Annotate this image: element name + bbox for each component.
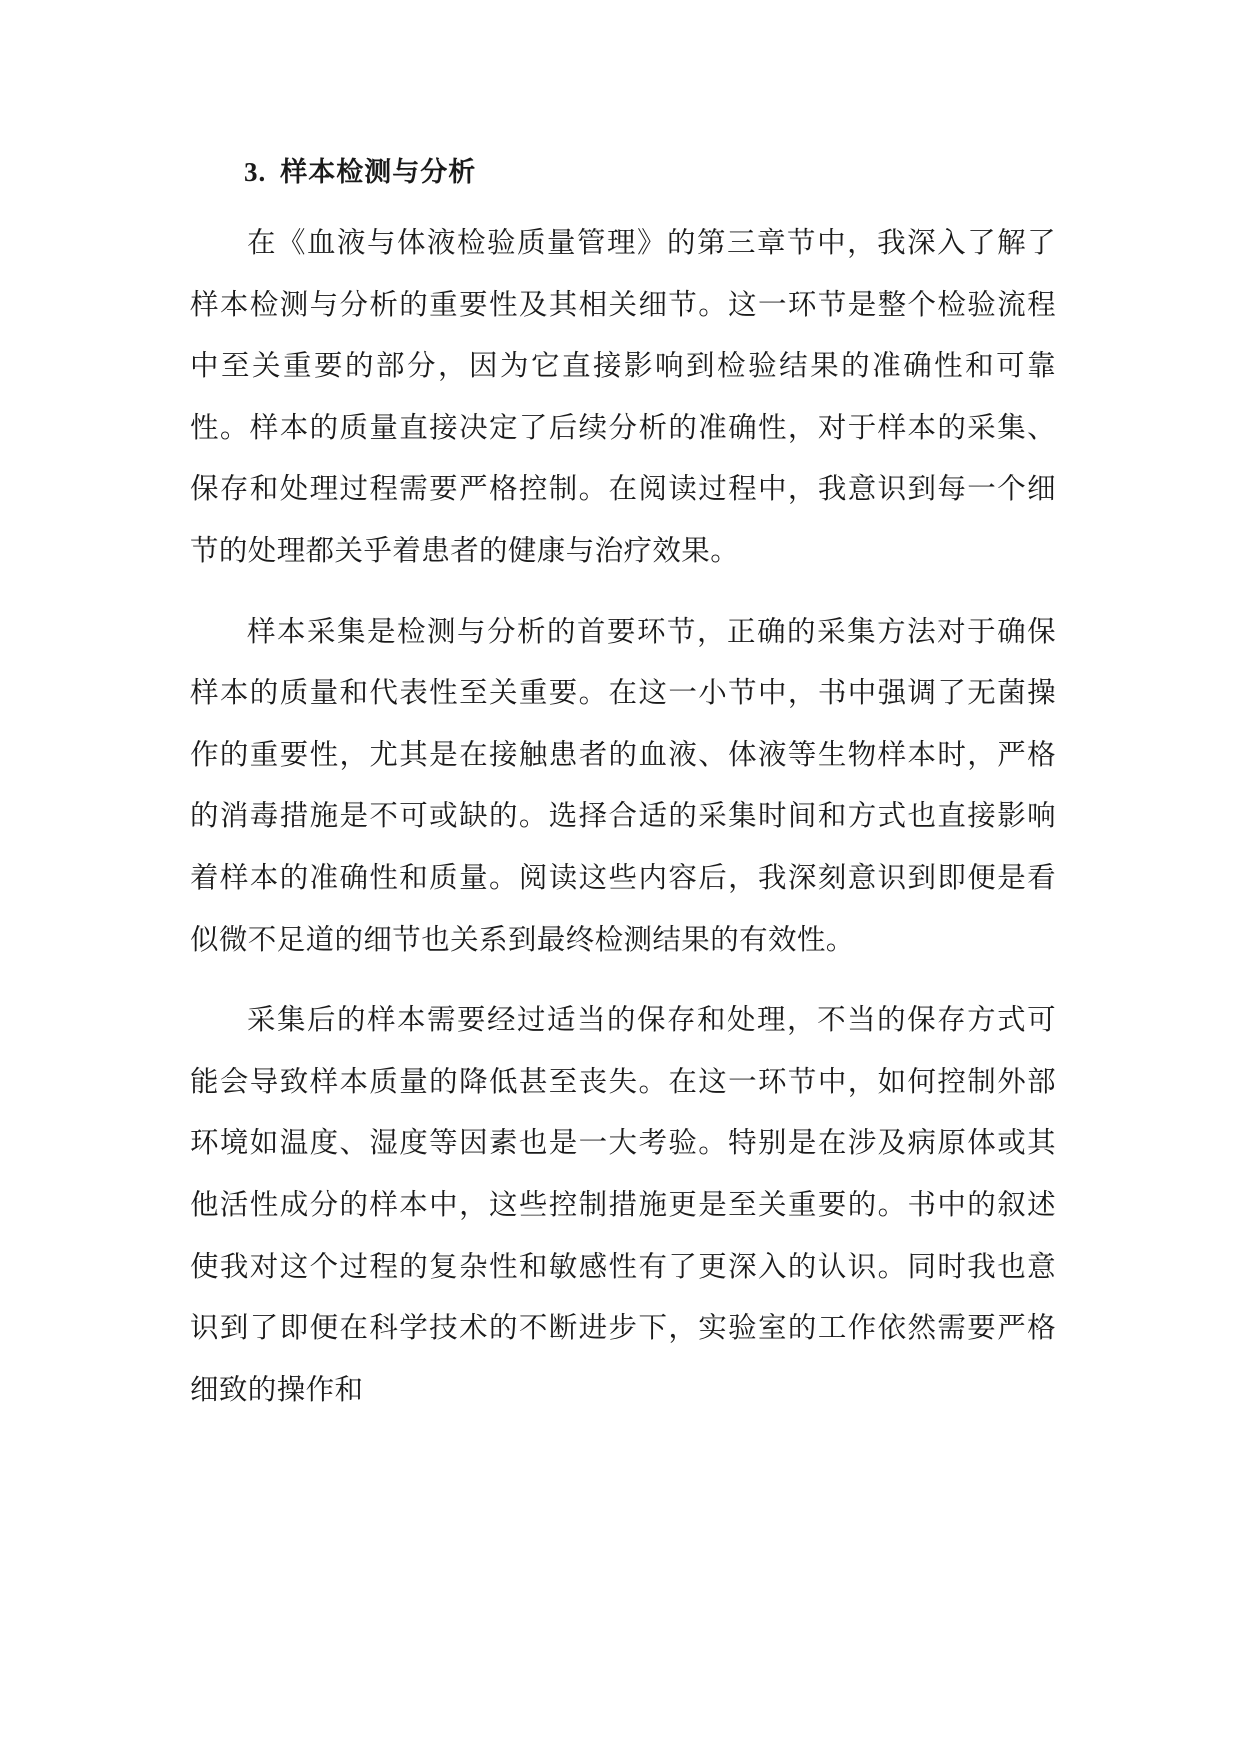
section-number: 3. <box>244 157 267 187</box>
paragraph: 样本采集是检测与分析的首要环节，正确的采集方法对于确保样本的质量和代表性至关重要。在这一小节中，书中强调了无菌操作的重要性，尤其是在接触患者的血液、体液等生物样本时，严格的消毒措施是不可或缺的。选择合适的采集时间和方式也直接影响着样本的准确性和质量。阅读这些内容后，我深刻意识到即便是看似微不足道的细节也关系到最终检测结果的有效性。 <box>190 614 1056 956</box>
paragraph: 在《血液与体液检验质量管理》的第三章节中，我深入了解了样本检测与分析的重要性及其相关细节。这一环节是整个检验流程中至关重要的部分，因为它直接影响到检验结果的准确性和可靠性。样本的质量直接决定了后续分析的准确性，对于样本的采集、保存和处理过程需要严格控制。在阅读过程中，我意识到每一个细节的处理都关乎着患者的健康与治疗效果。 <box>190 226 1056 567</box>
document-page <box>190 152 1056 1420</box>
section-heading <box>244 152 1056 192</box>
section-title: 样本检测与分析 <box>280 157 477 188</box>
paragraph: 采集后的样本需要经过适当的保存和处理，不当的保存方式可能会导致样本质量的降低甚至丧失。在这一环节中，如何控制外部环境如温度、湿度等因素也是一大考验。特别是在涉及病原体或其他活性成分的样本中，这些控制措施更是至关重要的。书中的叙述使我对这个过程的复杂性和敏感性有了更深入的认识。同时我也意识到了即便在科学技术的不断进步下，实验室的工作依然需要严格细致的操作和 <box>190 1003 1056 1406</box>
